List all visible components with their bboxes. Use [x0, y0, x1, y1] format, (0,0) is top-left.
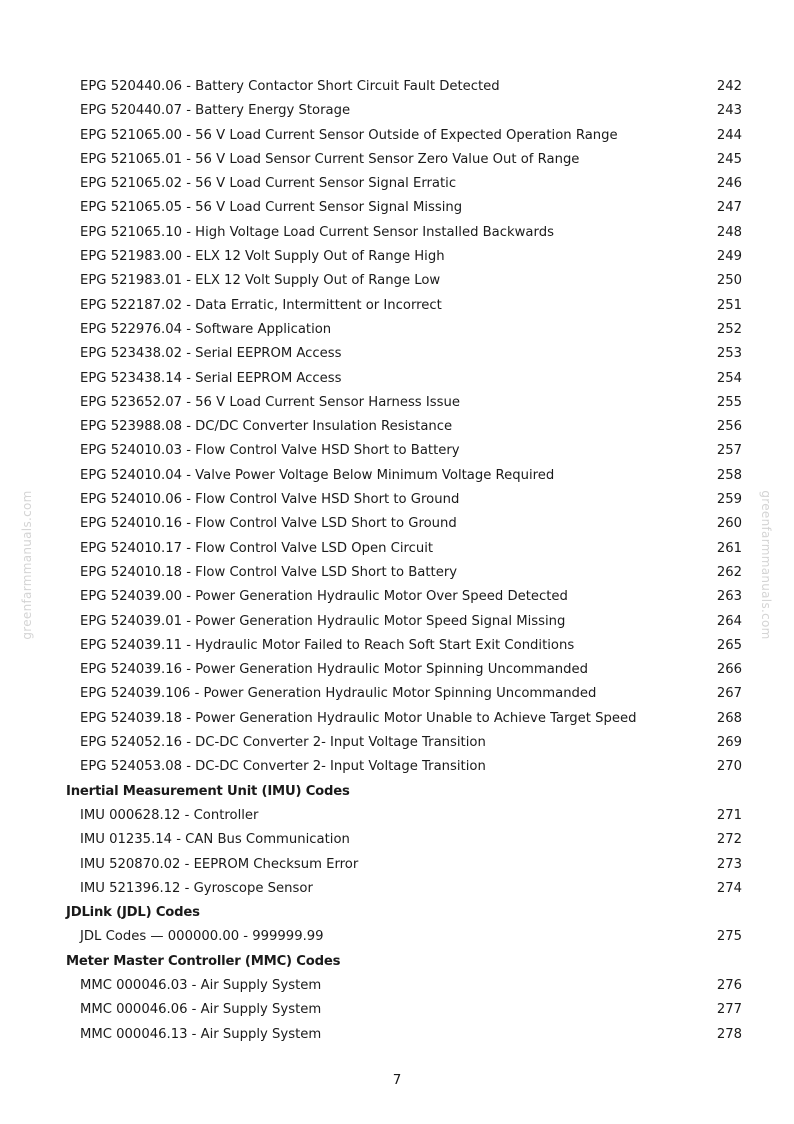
toc-entry-title: EPG 524039.11 - Hydraulic Motor Failed to Reach Soft Start Exit Conditions [80, 637, 575, 653]
toc-entry-title: IMU 000628.12 - Controller [80, 807, 259, 823]
toc-entry-title: MMC 000046.13 - Air Supply System [80, 1026, 322, 1042]
toc-entry-title: EPG 521065.01 - 56 V Load Sensor Current Sensor Zero Value Out of Range [80, 151, 580, 167]
toc-entry-page-number: 278 [716, 1026, 742, 1042]
toc-entry-title: IMU 01235.14 - CAN Bus Communication [80, 832, 350, 848]
toc-entry-page-number: 258 [716, 467, 742, 483]
toc-entry-page-number: 273 [716, 856, 742, 872]
toc-entry[interactable] [0, 148, 794, 172]
toc-entry-title: EPG 523438.02 - Serial EEPROM Access [80, 346, 342, 362]
toc-entry-page-number: 268 [716, 710, 742, 726]
toc-entry-title: EPG 520440.07 - Battery Energy Storage [80, 103, 351, 119]
toc-entry-title: MMC 000046.03 - Air Supply System [80, 977, 322, 993]
toc-entry-page-number: 261 [716, 540, 742, 556]
toc-entry-page-number: 256 [716, 419, 742, 435]
toc-entry[interactable] [0, 439, 794, 463]
toc-entry[interactable] [0, 682, 794, 706]
toc-entry-page-number: 266 [716, 662, 742, 678]
toc-entry-page-number: 257 [716, 443, 742, 459]
toc-entry[interactable] [0, 124, 794, 148]
toc-entry[interactable] [0, 585, 794, 609]
toc-entry-title: EPG 524010.06 - Flow Control Valve HSD Short to Ground [80, 492, 460, 508]
watermark-right: greenfarmmanuals.com [759, 490, 773, 640]
section-heading-title: Inertial Measurement Unit (IMU) Codes [66, 783, 350, 799]
toc-entry[interactable] [0, 75, 794, 99]
toc-entry-title: EPG 522187.02 - Data Erratic, Intermittent or Incorrect [80, 297, 442, 313]
toc-entry-title: EPG 524039.16 - Power Generation Hydraulic Motor Spinning Uncommanded [80, 662, 589, 678]
toc-entry-page-number: 262 [716, 564, 742, 580]
toc-entry-page-number: 246 [716, 176, 742, 192]
toc-entry[interactable] [0, 610, 794, 634]
toc-entry-title: EPG 524052.16 - DC-DC Converter 2- Input Voltage Transition [80, 735, 486, 751]
toc-entry-title: EPG 521983.00 - ELX 12 Volt Supply Out of Range High [80, 249, 445, 265]
toc-entry[interactable] [0, 634, 794, 658]
toc-entry[interactable] [0, 925, 794, 949]
toc-entry-title: IMU 520870.02 - EEPROM Checksum Error [80, 856, 359, 872]
toc-entry-title: EPG 523438.14 - Serial EEPROM Access [80, 370, 342, 386]
toc-entry[interactable] [0, 561, 794, 585]
toc-entry-title: EPG 524039.106 - Power Generation Hydraulic Motor Spinning Uncommanded [80, 686, 597, 702]
toc-entry[interactable] [0, 731, 794, 755]
toc-entry-title: EPG 524010.16 - Flow Control Valve LSD Short to Ground [80, 516, 457, 532]
toc-entry-page-number: 276 [716, 977, 742, 993]
toc-entry-page-number: 260 [716, 516, 742, 532]
toc-entry-page-number: 249 [716, 249, 742, 265]
section-heading-title: Meter Master Controller (MMC) Codes [66, 953, 341, 969]
toc-entry-page-number: 269 [716, 735, 742, 751]
toc-entry[interactable] [0, 1023, 794, 1047]
toc-entry-title: EPG 520440.06 - Battery Contactor Short Circuit Fault Detected [80, 79, 500, 94]
toc-entry-page-number: 248 [716, 224, 742, 240]
toc-entry[interactable] [0, 391, 794, 415]
toc-entry-page-number: 277 [716, 1002, 742, 1018]
table-of-contents [0, 75, 794, 1047]
toc-entry-title: EPG 524010.18 - Flow Control Valve LSD Short to Battery [80, 564, 458, 580]
toc-entry[interactable] [0, 367, 794, 391]
toc-entry-title: MMC 000046.06 - Air Supply System [80, 1002, 322, 1018]
toc-entry-page-number: 274 [716, 880, 742, 896]
toc-entry-page-number: 271 [716, 807, 742, 823]
toc-entry-page-number: 263 [716, 589, 742, 605]
toc-entry[interactable] [0, 804, 794, 828]
toc-section-heading [0, 901, 794, 925]
toc-entry-title: EPG 521065.05 - 56 V Load Current Sensor Signal Missing [80, 200, 463, 216]
toc-entry[interactable] [0, 974, 794, 998]
toc-entry-page-number: 267 [716, 686, 742, 702]
toc-entry-title: EPG 524039.01 - Power Generation Hydraulic Motor Speed Signal Missing [80, 613, 566, 629]
toc-entry-page-number: 254 [716, 370, 742, 386]
toc-entry-page-number: 265 [716, 637, 742, 653]
toc-entry-title: EPG 524010.04 - Valve Power Voltage Below Minimum Voltage Required [80, 467, 555, 483]
toc-entry[interactable] [0, 221, 794, 245]
toc-entry-page-number: 270 [716, 759, 742, 775]
toc-entry-title: EPG 521065.00 - 56 V Load Current Sensor Outside of Expected Operation Range [80, 127, 618, 143]
toc-entry-page-number: 253 [716, 346, 742, 362]
toc-entry[interactable] [0, 877, 794, 901]
toc-entry-title: EPG 524039.00 - Power Generation Hydraulic Motor Over Speed Detected [80, 589, 568, 605]
toc-entry[interactable] [0, 537, 794, 561]
toc-entry[interactable] [0, 196, 794, 220]
toc-entry-page-number: 272 [716, 832, 742, 848]
toc-entry-title: EPG 521983.01 - ELX 12 Volt Supply Out of Range Low [80, 273, 441, 289]
toc-entry-title: EPG 524053.08 - DC-DC Converter 2- Input Voltage Transition [80, 759, 486, 775]
toc-entry-page-number: 250 [716, 273, 742, 289]
toc-entry[interactable] [0, 512, 794, 536]
toc-entry[interactable] [0, 318, 794, 342]
toc-entry-title: EPG 524010.17 - Flow Control Valve LSD Open Circuit [80, 540, 434, 556]
toc-entry-page-number: 264 [716, 613, 742, 629]
toc-entry[interactable] [0, 294, 794, 318]
toc-section-heading [0, 780, 794, 804]
watermark-left: greenfarmmanuals.com [20, 490, 34, 640]
page-number: 7 [392, 1072, 402, 1088]
toc-entry-title: IMU 521396.12 - Gyroscope Sensor [80, 880, 313, 896]
toc-entry[interactable] [0, 464, 794, 488]
toc-entry-page-number: 255 [716, 394, 742, 410]
toc-entry[interactable] [0, 269, 794, 293]
toc-entry[interactable] [0, 99, 794, 123]
toc-entry-title: JDL Codes — 000000.00 - 999999.99 [80, 929, 324, 945]
toc-entry-title: EPG 521065.10 - High Voltage Load Current Sensor Installed Backwards [80, 224, 554, 240]
toc-entry[interactable] [0, 245, 794, 269]
toc-entry-title: EPG 524039.18 - Power Generation Hydraulic Motor Unable to Achieve Target Speed [80, 710, 637, 726]
toc-entry-page-number: 251 [716, 297, 742, 313]
toc-entry-title: EPG 522976.04 - Software Application [80, 321, 332, 337]
toc-entry[interactable] [0, 998, 794, 1022]
toc-entry-page-number: 275 [716, 929, 742, 945]
toc-entry-page-number: 252 [716, 321, 742, 337]
toc-entry-title: EPG 524010.03 - Flow Control Valve HSD Short to Battery [80, 443, 460, 459]
toc-entry[interactable] [0, 755, 794, 779]
toc-entry-page-number: 259 [716, 492, 742, 508]
toc-entry-page-number: 247 [716, 200, 742, 216]
toc-entry[interactable] [0, 415, 794, 439]
toc-entry[interactable] [0, 828, 794, 852]
toc-entry[interactable] [0, 342, 794, 366]
section-heading-title: JDLink (JDL) Codes [66, 905, 200, 921]
toc-entry-title: EPG 523652.07 - 56 V Load Current Sensor Harness Issue [80, 394, 460, 410]
toc-entry-page-number: 243 [716, 103, 742, 119]
toc-entry-page-number: 245 [716, 151, 742, 167]
toc-entry[interactable] [0, 853, 794, 877]
toc-entry-page-number: 242 [716, 79, 742, 94]
toc-section-heading [0, 950, 794, 974]
toc-entry-page-number: 244 [716, 127, 742, 143]
toc-entry[interactable] [0, 172, 794, 196]
toc-entry-title: EPG 523988.08 - DC/DC Converter Insulation Resistance [80, 419, 453, 435]
toc-entry[interactable] [0, 658, 794, 682]
toc-entry-title: EPG 521065.02 - 56 V Load Current Sensor Signal Erratic [80, 176, 457, 192]
toc-entry[interactable] [0, 707, 794, 731]
toc-entry[interactable] [0, 488, 794, 512]
